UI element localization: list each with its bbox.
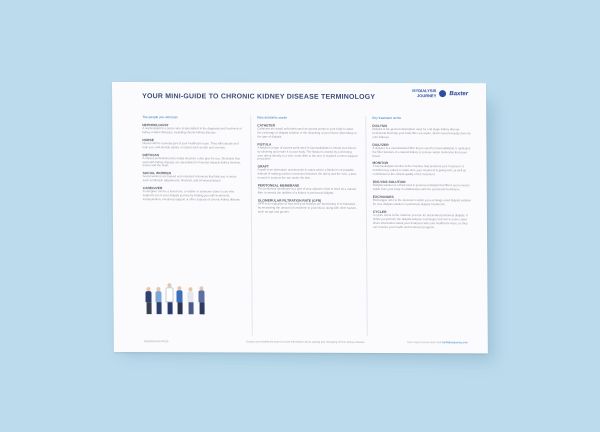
person-figure (176, 286, 182, 314)
footer-visit: If you want to know more visit mydialysisjourney.com (407, 341, 468, 345)
logo-icon (439, 90, 446, 97)
definition: GFR is an indication of how well your kidneys are functioning. It is estimated by measuring the amount of creatinine in your blood, along with other factors, such as age and gender. (257, 201, 357, 214)
term: FISTULA (257, 142, 272, 147)
people-illustration (143, 272, 213, 314)
term: NURSE (142, 137, 154, 142)
column-anatomic (250, 115, 359, 335)
page-title: YOUR MINI-GUIDE TO CHRONIC KIDNEY DISEASE TERMINOLOGY (142, 93, 376, 101)
column-treatment (365, 116, 474, 336)
definition: A caregiver can be a loved one, a relative or someone close to you who supports you in your dialysis journey by helping you with treatments, transportation, emotional support or other aspects of chronic kidney disease. (142, 189, 241, 202)
person-figure (155, 287, 161, 314)
definition: A cycler refers to the machine you use for automated peritoneal dialysis. It helps you perform the dialysis solution exchanges and can in some cases share information about your treatment with your healthcare team, so they can monitor your health and treatment progress. (372, 212, 468, 229)
term: CYCLER (372, 209, 387, 214)
logo-wordmark: MYDIALYSIS JOURNEY (412, 88, 437, 98)
definition: The peritoneal membrane is a part of your abdomen that is used as a natural filter to mimick the abilities of a kidney in peritoneal dialysis. (257, 186, 356, 195)
term: GRAFT (257, 164, 269, 169)
footer-code: GLB/MG59/18-0002b (143, 340, 169, 344)
definition: Nurses will be a pivotal part of your healthcare team. They will educate and train you, and provide advice on topics such as diet and exercise. (142, 140, 239, 150)
definition: A nephrologist is a doctor who is specialised in the diagnosis and treatment of kidney related diseases, including chronic kidney disease. (142, 126, 242, 135)
definition: A graft is an alternative access point in cases where a fistula is not possible. Instead of making a direct connection between the artery and the vein, a tube is used to connect the two under the skin. (257, 167, 357, 180)
definition: Dialysis is the general description used for end stage kidney disease treatments that help your body filter out waste, which was previously done by your kidneys. (372, 126, 471, 139)
term: EXCHANGES (372, 194, 394, 199)
person-figure (145, 287, 151, 314)
term: DIALYSIS (372, 123, 388, 128)
column-heading: The people you will meet (142, 115, 178, 120)
definition: Social workers are trained and educated resources that help you in areas such as lifestyle adjustments, financial, and emotional issues. (142, 174, 237, 183)
website-link[interactable]: mydialysisjourney.com (441, 341, 468, 345)
term: MONITOR (372, 161, 389, 166)
term: DIALYZER (372, 142, 389, 147)
person-figure (165, 283, 173, 314)
person-figure (198, 286, 204, 314)
column-heading: Key treatment terms (372, 115, 401, 121)
definition: Exchanges refer to the process in which you exchange used dialysis solution for new dialysis solution in peritoneal dialysis treatments. (372, 197, 472, 207)
term: CAREGIVER (142, 186, 163, 191)
term: NEPHROLOGIST (142, 123, 169, 128)
term: PERITONEAL MEMBRANE (257, 183, 300, 188)
term: DIALYSIS SOLUTION (372, 180, 406, 185)
person-figure (187, 287, 193, 314)
term: DIETICIAN (142, 152, 160, 157)
logo (412, 89, 468, 98)
definition: A trained professional who helps structure a diet plan for you. Dieticians that work with kidney disease are specialised in how diet impacts kidney function, bones and the heart. (142, 155, 241, 168)
definition: A dialyzer is a manufactured filter that is used for haemodialysis. It replicates the filter function of a natural kidney to remove waste molecules from your blood. (372, 145, 471, 158)
terminology-sheet (112, 82, 488, 353)
definition: Dialysis solution is a fluid used in peritoneal dialysis that filters and removes waste from your body in collaboration with the peritoneal membrane. (372, 183, 470, 192)
column-heading: Raw anatomic words (257, 115, 287, 120)
definition: Catheters are small, soft tubes used as access points to your body to allow the exchange of dialysis solution or the cleansing of your blood, depending on the type of dialysis. (257, 126, 357, 139)
definition: A fistula is a type of access point used in haemodialysis to extract your blood by cleaning and return it to your body. The fistula is created by connecting your artery directly to a vein, most often in the arm. It requires a minor surgical procedure. (257, 145, 358, 161)
definition: A haemodialysis monitor is the machine that performs your treatment. It monitors key values to make sure your treatment is going well, as well as contributes to the clinical quality of the treatment. (372, 164, 466, 177)
term: CATHETER (257, 123, 276, 128)
brand-name: Baxter (449, 90, 469, 97)
term: SOCIAL WORKER (142, 171, 171, 176)
term: GLOMERULAR FILTRATION RATE (GFR) (257, 198, 322, 203)
footer-note: Contact your healthcare team for more information about starting and managing chronic kidney disease. (245, 340, 366, 344)
